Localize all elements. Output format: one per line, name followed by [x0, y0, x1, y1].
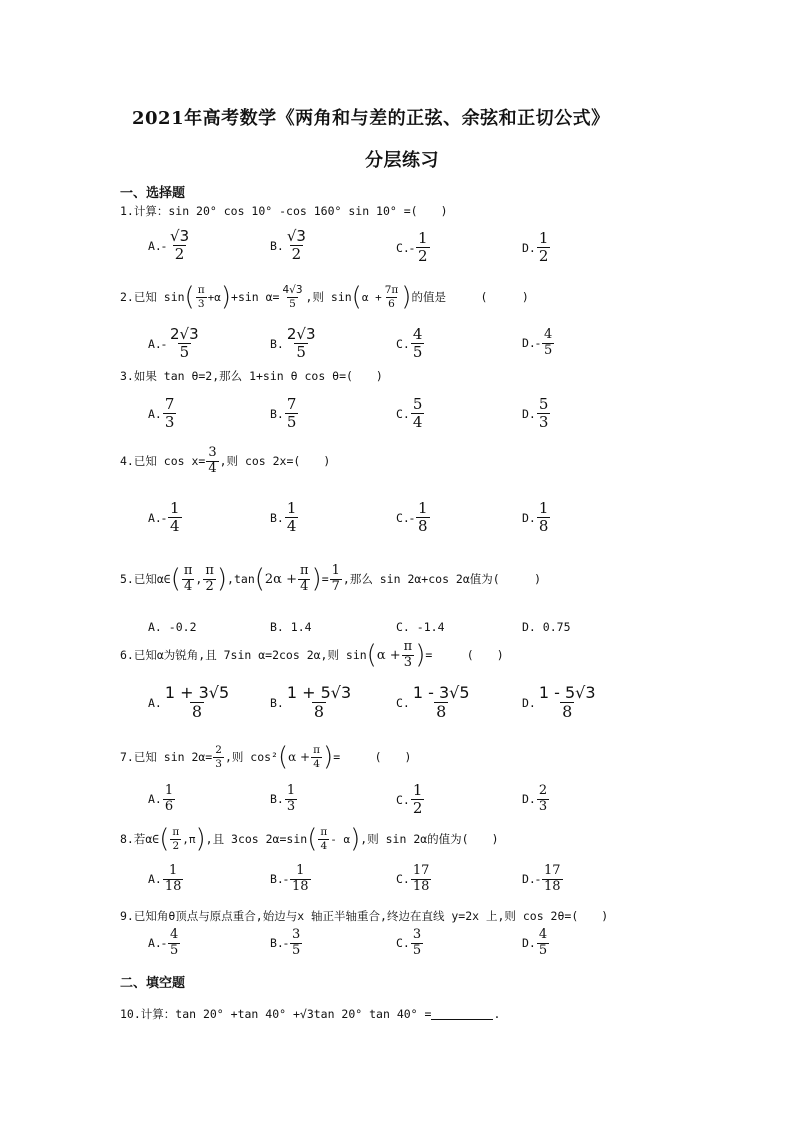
section-fill-heading: 二、填空题: [120, 976, 186, 991]
q9-option-d: D. $\frac{4}{5}$: [522, 927, 548, 958]
answer-blank[interactable]: [431, 1009, 493, 1020]
q6-option-b: B. $\frac{1 + 5√3}{8}$: [270, 683, 352, 722]
q9-option-c: C. $\frac{3}{5}$: [396, 927, 422, 958]
section-choice-heading: 一、选择题: [120, 186, 186, 201]
q1-option-c: C. - $\frac{1}{2}$: [396, 229, 428, 266]
q1-option-d: D. $\frac{1}{2}$: [522, 229, 549, 266]
q2-option-c: C. $\frac{4}{5}$: [396, 325, 423, 362]
q8-option-b: B. - $\frac{1}{18}$: [270, 863, 309, 894]
q7-option-a: A. $\frac{1}{6}$: [148, 783, 174, 814]
q6-option-c: C. $\frac{1 - 3√5}{8}$: [396, 683, 470, 722]
q5-option-c: C. -1.4: [396, 620, 445, 634]
q7-option-b: B. $\frac{1}{3}$: [270, 783, 296, 814]
q5-option-b: B. 1.4: [270, 620, 312, 634]
q3-option-a: A. $\frac{7}{3}$: [148, 395, 175, 432]
q3-option-d: D. $\frac{5}{3}$: [522, 395, 549, 432]
q6-option-a: A. $\frac{1 + 3√5}{8}$: [148, 683, 230, 722]
q8-option-c: C. $\frac{17}{18}$: [396, 863, 430, 894]
question-7: 7.已知 sin 2α= $\frac{2}{3}$ ,则 cos² ( α + $\frac{\pi}{4}$ ) = ( ): [120, 742, 412, 772]
q8-option-a: A. $\frac{1}{18}$: [148, 863, 182, 894]
q4-option-d: D. $\frac{1}{8}$: [522, 499, 549, 536]
q3-option-c: C. $\frac{5}{4}$: [396, 395, 423, 432]
q7-option-c: C. $\frac{1}{2}$: [396, 781, 423, 818]
q1-option-a: A. - $\frac{√3}{2}$: [148, 227, 190, 264]
q6-option-d: D. $\frac{1 - 5√3}{8}$: [522, 683, 596, 722]
q4-option-c: C. - $\frac{1}{8}$: [396, 499, 428, 536]
q9-option-a: A. - $\frac{4}{5}$: [148, 927, 179, 958]
q2-option-a: A. - $\frac{2√3}{5}$: [148, 325, 199, 362]
q4-option-b: B. $\frac{1}{4}$: [270, 499, 297, 536]
q8-option-d: D. - $\frac{17}{18}$: [522, 863, 561, 894]
question-10: 10.计算：tan 20° +tan 40° +√3tan 20° tan 40° = .: [120, 1007, 501, 1021]
q4-option-a: A. - $\frac{1}{4}$: [148, 499, 180, 536]
question-2: 2.已知 sin ( $\frac{\pi}{3}$ +α ) +sin α= $\frac{4√3}{5}$ ,则 sin ( α + $\frac{7\pi}{6}$ ) 的值是 ( ): [120, 282, 529, 312]
q3-option-b: B. $\frac{7}{5}$: [270, 395, 297, 432]
page-subtitle: 分层练习: [365, 150, 439, 171]
q2-option-b: B. $\frac{2√3}{5}$: [270, 325, 316, 362]
q1-option-b: B. $\frac{√3}{2}$: [270, 227, 306, 264]
page-title: 2021年高考数学《两角和与差的正弦、余弦和正切公式》: [132, 108, 610, 129]
q9-option-b: B. - $\frac{3}{5}$: [270, 927, 301, 958]
q2-option-d: D. - $\frac{4}{5}$: [522, 327, 553, 358]
question-3: 3.如果 tan θ=2,那么 1+sin θ cos θ=( ): [120, 369, 383, 383]
q5-option-d: D. 0.75: [522, 620, 571, 634]
question-6: 6.已知α为锐角,且 7sin α=2cos 2α,则 sin ( α + $\frac{\pi}{3}$ ) = ( ): [120, 639, 504, 671]
question-1: 1.计算：sin 20° cos 10° -cos 160° sin 10° =( ): [120, 204, 448, 218]
q5-option-a: A. -0.2: [148, 620, 197, 634]
question-8: 8.若α∈ ( $\frac{\pi}{2}$ ,π ) ,且 3cos 2α=sin ( $\frac{\pi}{4}$ - α ) ,则 sin 2α的值为( ): [120, 824, 499, 854]
q7-option-d: D. $\frac{2}{3}$: [522, 783, 548, 814]
question-5: 5.已知α∈ ( $\frac{\pi}{4}$ , $\frac{\pi}{2}$ ) ,tan ( 2α + $\frac{\pi}{4}$ ) = $\frac{1}{7}$ ,那么 sin 2α+cos 2α值为( ): [120, 563, 542, 595]
question-4: 4.已知 cos x= $\frac{3}{4}$ ,则 cos 2x=( ): [120, 445, 331, 476]
question-9: 9.已知角θ顶点与原点重合,始边与x 轴正半轴重合,终边在直线 y=2x 上,则 cos 2θ=( ): [120, 909, 609, 923]
